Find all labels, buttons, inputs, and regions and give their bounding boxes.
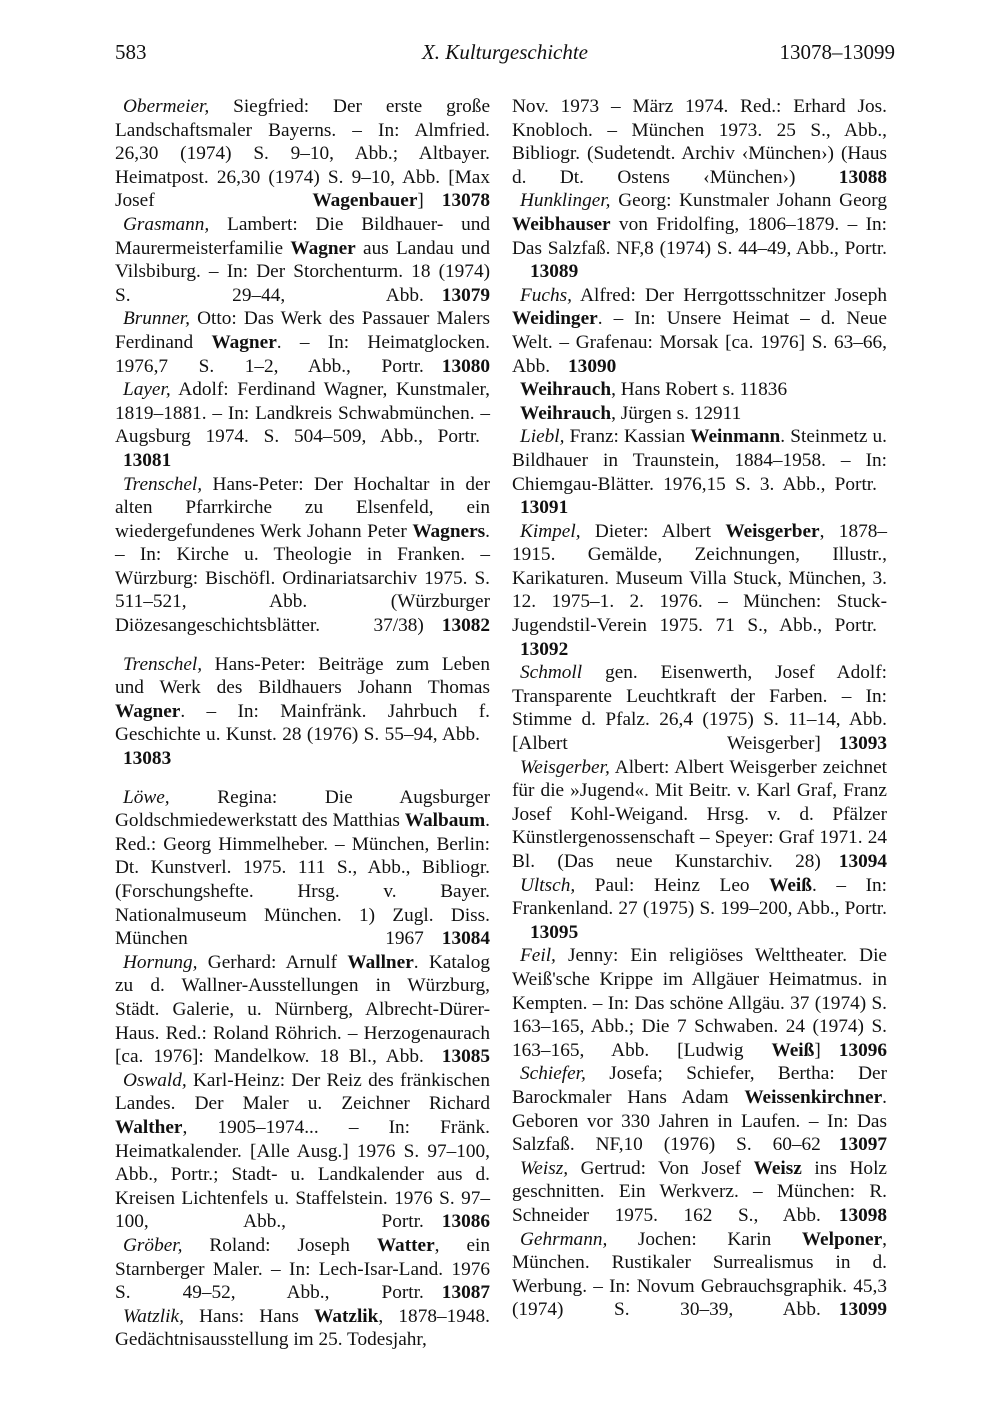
entry-keyword: Welponer: [801, 1228, 883, 1250]
entry-text: Albert: Albert Weisgerber zeichnet für die »Jugend«. Mit Beitr. v. Karl Graf, Franz Josef Kohl-Weigand. Hrsg. v. d. Pfälzer Künstlergenossenschaft – Speyer: Graf 1971. 24 Bl. (Das neue Kunstarchiv. 28): [512, 756, 887, 872]
entry-number: 13094: [838, 851, 887, 872]
entry-author: Schiefer,: [520, 1063, 586, 1085]
entry-keyword: Wagner: [290, 237, 356, 259]
entry-author: Brunner,: [123, 308, 190, 330]
page-number: 583: [115, 40, 147, 64]
entry-keyword: Wallner: [347, 951, 414, 973]
entry-keyword: Weinmann: [690, 426, 781, 448]
entry-text: Josefa; Schiefer, Bertha: Der Barockmaler Hans Adam: [512, 1063, 887, 1108]
entry-text: Alfred: Der Herrgottsschnitzer Joseph: [571, 284, 887, 306]
page-header: [115, 40, 895, 70]
entry-number: 13087: [441, 1282, 490, 1304]
entry-text-tail: ]: [417, 190, 424, 212]
entry-text-tail: . Steinmetz u. Bildhauer in Traunstein, 1884–1958. – In: Chiemgau-Blätter. 1976,15 S. 3. Abb., Portr.: [512, 426, 887, 495]
entry-author: Layer,: [123, 379, 171, 401]
bibliography-entry: [115, 951, 490, 1069]
entry-keyword: Walbaum: [404, 810, 486, 832]
entry-author: Weisz,: [520, 1157, 569, 1179]
bibliography-entry: [512, 874, 887, 945]
entry-author: Gröber,: [123, 1234, 183, 1256]
entry-author: Weisgerber,: [520, 756, 610, 778]
entry-text: Jochen: Karin: [607, 1228, 802, 1250]
entry-keyword: Wagners: [412, 520, 486, 542]
bibliography-entry: [115, 378, 490, 472]
entry-text: Gertrud: Von Josef: [568, 1157, 754, 1179]
left-column: [115, 95, 490, 1352]
entry-author: Oswald,: [123, 1069, 187, 1091]
entry-author: Obermeier,: [123, 96, 210, 117]
entry-number: 13081: [123, 449, 172, 471]
entry-number: 13096: [838, 1039, 887, 1061]
entry-text: Franz: Kassian: [564, 426, 691, 448]
entry-text: Hans-Peter: Beiträge zum Leben und Werk des Bildhauers Johann Thomas: [115, 653, 490, 699]
entry-text: Siegfried: Der erste große Landschaftsmaler Bayerns. – In: Almfried. 26,30 (1974) S. 9–10, Abb.; Altbayer. Heimatpost. 26,30 (1974) S. 9–10, Abb. [Max Josef: [115, 96, 490, 212]
entry-number: 13097: [838, 1134, 887, 1156]
entry-text: Roland: Joseph: [182, 1234, 377, 1256]
entry-keyword: Wagenbauer: [312, 190, 418, 212]
entry-text: Otto: Das Werk des Passauer Malers Ferdinand: [115, 308, 490, 353]
bibliography-entry: [512, 756, 887, 874]
entry-keyword: Weisgerber: [725, 520, 820, 542]
entry-number: 13098: [838, 1204, 887, 1226]
entry-text-tail: , Jürgen s. 12911: [611, 402, 742, 424]
entry-number: 13080: [441, 355, 490, 377]
bibliography-entry: [512, 1062, 887, 1156]
entry-text-tail: . – In: Kirche u. Theologie in Franken. – Würzburg: Bischöfl. Ordinariatsarchiv 1975. S. 511–521, Abb. (Würzburger Diözesangeschichtsblätter. 37/38): [115, 520, 490, 637]
entry-text-tail: ins Holz geschnitten. Ein Werkverz. – München: R. Schneider 1975. 162 S., Abb.: [512, 1157, 887, 1226]
entry-author: Hornung,: [123, 951, 198, 973]
entry-keyword: Wagner: [115, 700, 181, 722]
bibliography-entry: [512, 661, 887, 755]
bibliography-entry: [512, 402, 887, 426]
bibliography-entry: [115, 1234, 490, 1305]
entry-keyword: Weibhauser: [512, 213, 611, 235]
entry-number: 13082: [441, 615, 490, 637]
entry-author: Löwe,: [123, 786, 170, 808]
entry-number: 13088: [838, 166, 887, 188]
entry-text: Regina: Die Augsburger Goldschmiedewerkstatt des Matthias: [115, 786, 490, 832]
entry-keyword: Watter: [376, 1234, 435, 1256]
entry-text-tail: aus Landau und Vilsbiburg. – In: Der Storchenturm. 18 (1974) S. 29–44, Abb.: [115, 237, 491, 306]
entry-number: 13086: [441, 1211, 490, 1233]
entry-text-tail: , ein Starnberger Maler. – In: Lech-Isar-Land. 1976 S. 49–52, Abb., Portr.: [115, 1234, 490, 1304]
entry-keyword: Weissenkirchner: [744, 1086, 883, 1108]
entry-number: 13090: [568, 355, 617, 377]
entry-author: Watzlik,: [123, 1305, 184, 1327]
entry-author: Hunklinger,: [520, 190, 611, 212]
entry-keyword: Wagner: [211, 331, 277, 353]
entry-keyword: Weisz: [753, 1157, 802, 1179]
entry-text-tail: , 1905–1974... – In: Fränk. Heimatkalender. [Alle Ausg.] 1976 S. 97–100, Abb., Portr.; Stadt- u. Landkalender aus d. Kreisen Lichtenfels u. Staffelstein. 1976 S. 97–100, Abb., Portr.: [115, 1116, 490, 1233]
bibliography-entry: [115, 1305, 490, 1352]
entry-text: Lambert: Die Bildhauer- und Maurermeisterfamilie: [115, 213, 490, 259]
entry-text-tail: , München. Rustikaler Surrealismus in d. Werbung. – In: Novum Gebrauchsgraphik. 45,3 (1974) S. 30–39, Abb.: [512, 1228, 887, 1321]
entry-text: Gerhard: Arnulf: [197, 951, 348, 973]
entry-author: Feil,: [520, 945, 556, 967]
bibliography-entry: [512, 1157, 887, 1228]
entry-text-tail: . – In: Mainfränk. Jahrbuch f. Geschichte u. Kunst. 28 (1976) S. 55–94, Abb.: [115, 700, 490, 746]
entry-number: 13095: [530, 921, 579, 943]
entry-number: 13089: [530, 261, 579, 283]
entry-text: Dieter: Albert: [580, 520, 726, 542]
continued-entry: [512, 95, 887, 189]
entry-text-tail: , 1878–1948. Gedächtnisausstellung im 25. Todesjahr,: [115, 1305, 490, 1351]
bibliography-entry: [512, 189, 887, 283]
entry-number: 13079: [441, 284, 490, 306]
entry-text: Hans: Hans: [183, 1305, 315, 1327]
entry-text: Georg: Kunstmaler Johann Georg: [610, 190, 887, 212]
entry-number: 13092: [520, 638, 569, 660]
entry-text-tail: . Geboren vor 330 Jahren in Laufen. – In: Das Salzfaß. NF,10 (1976) S. 60–62: [512, 1086, 887, 1156]
entry-author: Fuchs,: [520, 284, 572, 306]
entry-range: 13078–13099: [779, 40, 895, 64]
entry-text-tail: , 1878–1915. Gemälde, Zeichnungen, Illustr., Karikaturen. Museum Villa Stuck, München, 3. 12. 1975–1. 2. 1976. – München: Stuck-Jugendstil-Verein 1975. 71 S., Abb., Portr.: [512, 520, 888, 637]
right-column: [512, 95, 887, 1322]
section-title: X. Kulturgeschichte: [421, 40, 589, 64]
entry-text-tail: . Red.: Georg Himmelheber. – München, Berlin: Dt. Kunstverl. 1975. 111 S., Abb., Bibliogr. (Forschungshefte. Hrsg. v. Bayer. Nationalmuseum München. 1) Zugl. Diss. München 1967: [115, 810, 490, 950]
bibliography-entry: [115, 473, 490, 638]
entry-text-tail: . – In: Unsere Heimat – d. Neue Welt. – Grafenau: Morsak [ca. 1976] S. 63–66, Abb.: [512, 308, 887, 377]
bibliography-entry: [115, 1069, 490, 1234]
entry-text: Karl-Heinz: Der Reiz des fränkischen Landes. Der Maler u. Zeichner Richard: [115, 1069, 490, 1115]
entry-text: Paul: Heinz Leo: [575, 874, 770, 896]
entry-number: 13099: [838, 1299, 887, 1321]
entry-text-tail: , Hans Robert s. 11836: [611, 379, 788, 401]
entry-number: 13078: [441, 190, 490, 212]
bibliography-entry: [512, 425, 887, 519]
entry-author: Grasmann,: [123, 213, 210, 235]
entry-text-tail: . Katalog zu d. Wallner-Ausstellungen in Würzburg, Städt. Galerie, u. Nürnberg, Albrecht-Dürer-Haus. Red.: Roland Röhrich. – Herzogenaurach [ca. 1976]: Mandelkow. 18 Bl., Abb.: [115, 951, 490, 1068]
entry-keyword: Weidinger: [512, 308, 598, 330]
entry-text-tail: ]: [814, 1039, 821, 1061]
entry-keyword: Weiß: [771, 1039, 815, 1061]
entry-keyword: Weihrauch: [520, 379, 612, 401]
entry-author: Trenschel,: [123, 653, 203, 675]
entry-number: 13084: [441, 928, 490, 950]
bibliography-entry: [512, 1228, 887, 1322]
bibliography-entry: [115, 95, 490, 213]
entry-text-tail: . – In: Frankenland. 27 (1975) S. 199–200, Abb., Portr.: [512, 874, 887, 920]
bibliography-entry: [115, 786, 490, 951]
bibliography-entry: [115, 653, 490, 771]
entry-number: 13093: [838, 733, 887, 755]
entry-author: Trenschel,: [123, 473, 203, 495]
entry-number: 13091: [520, 497, 569, 519]
entry-text: Adolf: Ferdinand Wagner, Kunstmaler, 1819–1881. – In: Landkreis Schwabmünchen. – Augsburg 1974. S. 504–509, Abb., Portr.: [115, 379, 490, 448]
bibliography-entry: [512, 520, 887, 662]
entry-text-tail: . – In: Heimatglocken. 1976,7 S. 1–2, Abb., Portr.: [115, 331, 491, 377]
entry-author: Kimpel,: [520, 520, 581, 542]
continued-entry-text: Nov. 1973 – März 1974. Red.: Erhard Jos. Knobloch. – München 1973. 25 S., Abb., Bibliogr. (Sudetendt. Archiv ‹München›) (Haus d. Dt. Ostens ‹München›): [512, 96, 887, 188]
bibliography-entry: [512, 378, 887, 402]
entry-text: gen. Eisenwerth, Josef Adolf: Transparente Leuchtkraft der Farben. – In: Stimme d. Pfalz. 26,4 (1975) S. 11–14, Abb. [Albert Weisgerber]: [512, 662, 887, 755]
entry-text-tail: von Fridolfing, 1806–1879. – In: Das Salzfaß. NF,8 (1974) S. 44–49, Abb., Portr.: [512, 213, 887, 259]
entry-keyword: Watzlik: [314, 1305, 379, 1327]
entry-author: Liebl,: [520, 426, 565, 448]
bibliography-entry: [115, 307, 490, 378]
bibliography-entry: [115, 213, 490, 307]
entry-number: 13083: [123, 748, 172, 770]
entry-author: Gehrmann,: [520, 1228, 608, 1250]
entry-text: Jenny: Ein religiöses Welttheater. Die Weiß'sche Krippe im Allgäuer Heimatmus. in Kempten. – In: Das schöne Allgäu. 37 (1974) S. 163–165, Abb.; Die 7 Schwaben. 24 (1974) S. 163–165, Abb. [Ludwig: [512, 945, 887, 1061]
entry-keyword: Walther: [115, 1116, 183, 1138]
bibliography-entry: [512, 284, 887, 378]
entry-keyword: Weiß: [769, 874, 812, 896]
entry-text: Hans-Peter: Der Hochaltar in der alten Pfarrkirche zu Elsenfeld, ein wiedergefundenes Werk Johann Peter: [115, 473, 490, 542]
entry-number: 13085: [441, 1046, 490, 1068]
entry-author: Ultsch,: [520, 874, 576, 896]
entry-author: Schmoll: [520, 662, 583, 684]
entry-keyword: Weihrauch: [520, 402, 612, 424]
bibliography-entry: [512, 944, 887, 1062]
